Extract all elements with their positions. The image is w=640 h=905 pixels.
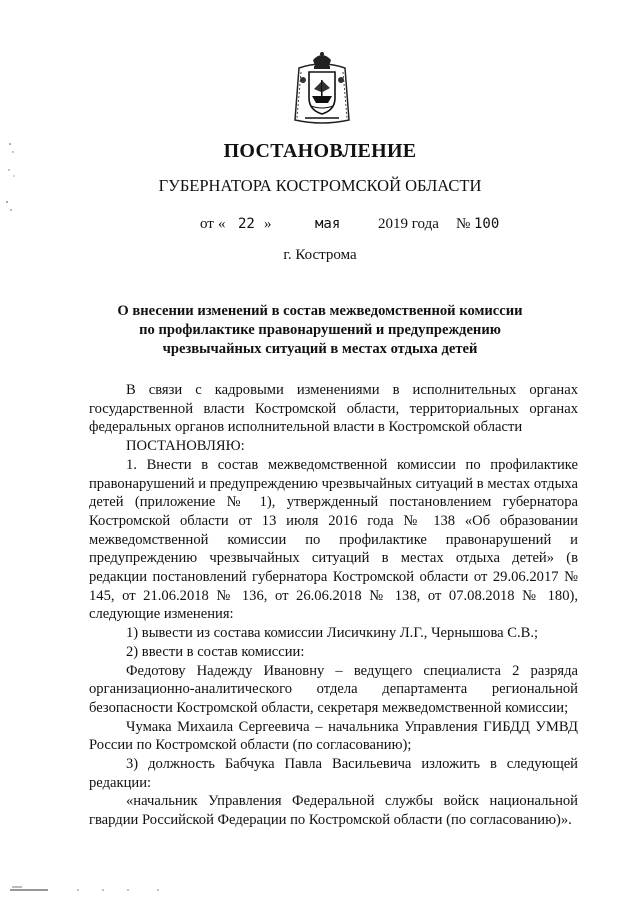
subitem-3-paragraph: 3) должность Бабчука Павла Васильевича изложить в следующей редакции:: [89, 756, 578, 791]
document-title: ПОСТАНОВЛЕНИЕ: [223, 140, 417, 162]
member-chumak-paragraph: Чумака Михаила Сергеевича – начальника Управления ГИБДД УМВД России по Костромской области (по согласованию);: [89, 718, 578, 754]
city-line: г. Кострома: [283, 247, 357, 263]
date-month: мая: [315, 216, 341, 232]
date-prefix: от: [200, 216, 214, 232]
document-number: 100: [474, 216, 500, 232]
subitem-1-paragraph: 1) вывести из состава комиссии Лисичкину Л.Г., Чернышова С.В.;: [126, 625, 539, 642]
date-day: 22: [238, 216, 255, 232]
item-1-paragraph: 1. Внести в состав межведомственной комиссии по профилактике правонарушений и предупреждению чрезвычайных ситуаций в местах отдыха детей (приложение № 1), утвержденный постановлением губернатора Костромской области от 13 июля 2016 года № 138 «Об образовании межведомственной комиссии по профилактике правонарушений и предупреждению чрезвычайных ситуаций в местах отдыха детей» (в редакции постановлений губернатора Костромской области от 29.06.2017 № 145, от 21.06.2018 № 136, от 26.06.2018 № 138, от 07.08.2018 № 180), следующие изменения:: [89, 456, 578, 623]
coat-of-arms-icon: [291, 50, 353, 128]
date-close-quote: »: [264, 216, 272, 232]
member-fedotova-paragraph: Федотову Надежду Ивановну – ведущего специалиста 2 разряда организационно-аналитического отдела департамента региональной безопасности Костромской области, секретаря межведомственной комиссии;: [89, 662, 578, 716]
document-heading: [70, 302, 570, 359]
date-year: 2019 года: [378, 216, 439, 232]
preamble-paragraph: В связи с кадровыми изменениями в исполнительных органах государственной власти Костромской области, территориальных органах федеральных органов исполнительной власти в Костромской области: [89, 382, 578, 436]
subitem-2-paragraph: 2) ввести в состав комиссии:: [126, 643, 305, 660]
heading-line: чрезвычайных ситуаций в местах отдыха детей: [162, 341, 478, 357]
new-position-quote-paragraph: «начальник Управления Федеральной службы войск национальной гвардии Российской Федерации по Костромской области (по согласованию)».: [89, 793, 578, 829]
document-body: [89, 381, 578, 830]
number-sign: №: [456, 216, 471, 232]
date-open-quote: «: [218, 216, 226, 232]
resolve-word: ПОСТАНОВЛЯЮ:: [126, 438, 245, 455]
heading-line: по профилактике правонарушений и предупреждению: [139, 322, 501, 338]
document-issuer: ГУБЕРНАТОРА КОСТРОМСКОЙ ОБЛАСТИ: [158, 176, 482, 195]
scan-footer-marks: [8, 884, 178, 894]
heading-line: О внесении изменений в состав межведомственной комиссии: [117, 303, 523, 319]
